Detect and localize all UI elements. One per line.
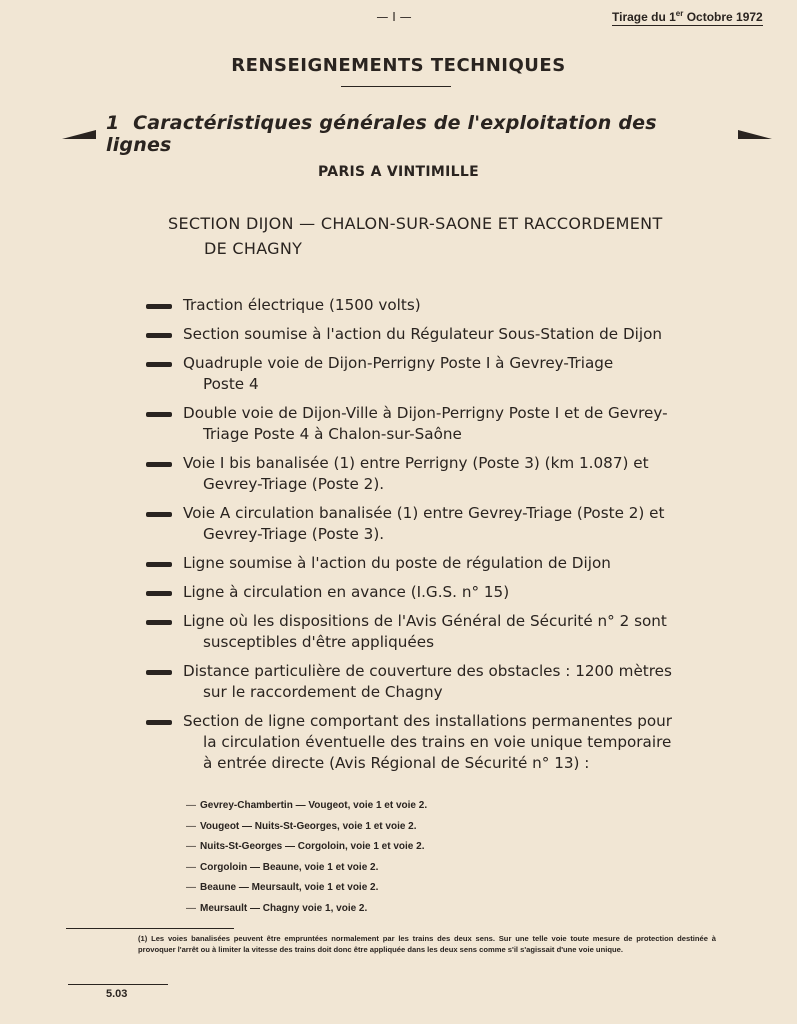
list-item (146, 503, 721, 545)
list-item-text (183, 611, 721, 653)
print-date (612, 9, 763, 26)
list-item-line: Ligne soumise à l'action du poste de régulation de Dijon (183, 554, 611, 572)
list-item-text (183, 661, 721, 703)
subsection-line-1: SECTION DIJON — CHALON-SUR-SAONE ET RACCORDEMENT (168, 214, 663, 233)
list-item-line: Distance particulière de couverture des obstacles : 1200 mètres (183, 662, 672, 680)
sublist-item-text: Meursault — Chagny voie 1, voie 2. (200, 902, 368, 914)
list-item (146, 711, 721, 774)
list-item (146, 453, 721, 495)
dash-bullet-icon (146, 591, 172, 596)
list-item-line: Quadruple voie de Dijon-Perrigny Poste I à Gevrey-Triage (183, 354, 614, 372)
dash-icon: — (186, 800, 196, 811)
list-item-line: Ligne où les dispositions de l'Avis Général de Sécurité n° 2 sont (183, 612, 667, 630)
list-item-line: Poste 4 (203, 375, 259, 393)
list-item-text (183, 503, 721, 545)
footnote-rule (66, 928, 234, 929)
list-item-text (183, 353, 721, 395)
list-item-line: Double voie de Dijon-Ville à Dijon-Perrigny Poste I et de Gevrey- (183, 404, 668, 422)
route-title: PARIS A VINTIMILLE (318, 164, 479, 180)
sublist-item (186, 837, 506, 858)
list-item (146, 611, 721, 653)
dash-bullet-icon (146, 412, 172, 417)
sublist-item (186, 858, 506, 879)
title-underline (341, 86, 451, 87)
print-date-suffix: Octobre 1972 (683, 10, 763, 24)
dash-icon: — (186, 902, 196, 914)
single-track-sections-list (186, 796, 506, 920)
sublist-item (186, 796, 506, 817)
list-item (146, 353, 721, 395)
list-item-text (183, 553, 721, 574)
list-item (146, 295, 721, 316)
list-item-line: sur le raccordement de Chagny (203, 683, 443, 701)
footnote: (1) Les voies banalisées peuvent être empruntées normalement par les trains des deux sens. Sur une telle voie toute mesure de protection destinée à provoquer l'arrêt ou à limiter la vitesse des trains doit donc être appliquée dans les deux sens comme s'il s'agissait d'une voie unique. (138, 934, 716, 954)
subsection-title (168, 211, 713, 261)
list-item-line: Voie A circulation banalisée (1) entre Gevrey-Triage (Poste 2) et (183, 504, 665, 522)
list-item-line: Traction électrique (1500 volts) (183, 296, 421, 314)
sublist-item-text: Gevrey-Chambertin — Vougeot, voie 1 et voie 2. (200, 800, 428, 811)
characteristics-list (146, 295, 721, 782)
dash-bullet-icon (146, 670, 172, 675)
dash-bullet-icon (146, 562, 172, 567)
list-item-line: susceptibles d'être appliquées (203, 633, 434, 651)
list-item-line: Gevrey-Triage (Poste 2). (203, 475, 385, 493)
sublist-item-text: Corgoloin — Beaune, voie 1 et voie 2. (200, 861, 379, 873)
section-title: Caractéristiques générales de l'exploitation des lignes (106, 112, 657, 156)
dash-bullet-icon (146, 512, 172, 517)
list-item-line: Section de ligne comportant des installations permanentes pour (183, 712, 673, 730)
left-arrow-icon (62, 130, 96, 139)
list-item (146, 661, 721, 703)
sublist-item-text: Vougeot — Nuits-St-Georges, voie 1 et voie 2. (200, 820, 417, 832)
subsection-line-2: DE CHAGNY (204, 239, 303, 258)
dash-icon: — (186, 820, 196, 832)
main-title: RENSEIGNEMENTS TECHNIQUES (231, 55, 566, 76)
list-item-text (183, 295, 721, 316)
dash-icon: — (186, 882, 196, 894)
section-heading (62, 112, 772, 156)
list-item (146, 324, 721, 345)
sublist-item-text: Beaune — Meursault, voie 1 et voie 2. (200, 882, 379, 894)
list-item-text (183, 711, 721, 774)
print-date-prefix: Tirage du 1 (612, 10, 676, 24)
right-arrow-icon (738, 130, 772, 139)
list-item-line: Section soumise à l'action du Régulateur Sous-Station de Dijon (183, 325, 663, 343)
list-item-line: la circulation éventuelle des trains en voie unique temporaire (203, 733, 672, 751)
dash-bullet-icon (146, 720, 172, 725)
list-item (146, 553, 721, 574)
list-item-text (183, 453, 721, 495)
sublist-item (186, 878, 506, 899)
page-number: — I — (376, 10, 412, 24)
dash-bullet-icon (146, 620, 172, 625)
dash-icon: — (186, 841, 196, 853)
section-heading-text (106, 112, 728, 156)
bottom-rule (68, 984, 168, 985)
list-item-line: Voie I bis banalisée (1) entre Perrigny (Poste 3) (km 1.087) et (183, 454, 649, 472)
list-item-line: à entrée directe (Avis Régional de Sécurité n° 13) : (203, 754, 590, 772)
list-item-line: Triage Poste 4 à Chalon-sur-Saône (203, 425, 462, 443)
dash-bullet-icon (146, 333, 172, 338)
dash-icon: — (186, 861, 196, 873)
sublist-item (186, 817, 506, 838)
print-date-sup: er (675, 9, 684, 18)
list-item-line: Gevrey-Triage (Poste 3). (203, 525, 385, 543)
list-item-line: Ligne à circulation en avance (I.G.S. n° 15) (183, 583, 510, 601)
dash-bullet-icon (146, 362, 172, 367)
dash-bullet-icon (146, 462, 172, 467)
sublist-item-text: Nuits-St-Georges — Corgoloin, voie 1 et voie 2. (200, 841, 425, 853)
sublist-item (186, 899, 506, 920)
dash-bullet-icon (146, 304, 172, 309)
section-number: 1 (106, 112, 120, 134)
list-item-text (183, 324, 721, 345)
list-item (146, 582, 721, 603)
list-item-text (183, 582, 721, 603)
list-item (146, 403, 721, 445)
list-item-text (183, 403, 721, 445)
page-code: 5.03 (106, 988, 128, 1000)
